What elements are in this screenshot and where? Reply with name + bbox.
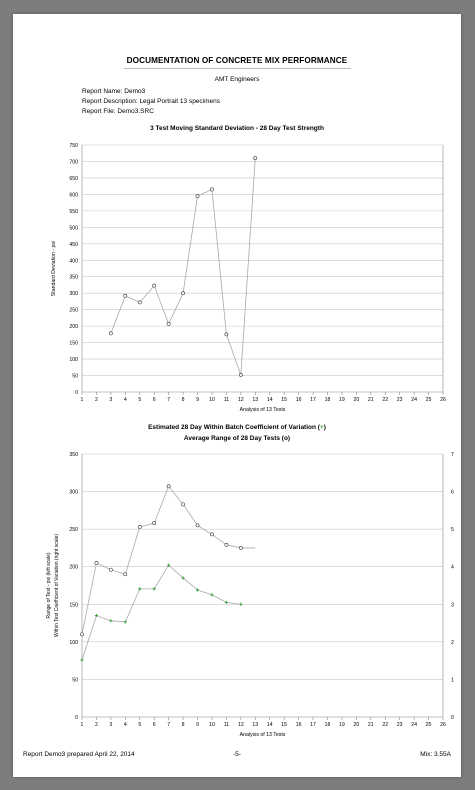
chart1-xtick-label: 10 [209, 397, 215, 403]
chart2-cov-point [138, 587, 141, 590]
chart2-y-axis-label: Range of Test - psi (left scale) [46, 552, 52, 619]
chart1-ytick-label: 100 [69, 357, 78, 364]
chart1-xtick-label: 1 [80, 397, 84, 403]
chart2-title-suffix: ) [323, 424, 326, 431]
chart2-range-point [109, 568, 112, 571]
chart1-ytick-label: 300 [69, 291, 78, 298]
chart2-xtick-label: 9 [196, 722, 199, 728]
chart2-y2tick-label: 5 [451, 527, 454, 534]
chart1-ytick-label: 700 [69, 159, 78, 166]
chart1-ytick-label: 400 [69, 258, 78, 265]
chart2-range-point [95, 561, 98, 564]
document-title: DOCUMENTATION OF CONCRETE MIX PERFORMANCE [126, 56, 348, 65]
chart1-xtick-label: 17 [310, 397, 316, 403]
chart1-xtick-label: 20 [353, 397, 360, 403]
chart1-xtick-label: 2 [94, 397, 98, 403]
chart1-ytick-label: 250 [69, 307, 78, 314]
chart1-xtick-label: 9 [196, 397, 199, 403]
chart1-ytick-label: 450 [69, 241, 78, 248]
chart2-ytick-label: 200 [69, 564, 78, 571]
footer-left: Report Demo3 prepared April 22, 2014 [23, 751, 135, 758]
chart1-ytick-label: 600 [69, 192, 78, 199]
chart2-xtick-label: 24 [411, 722, 418, 728]
chart2-xtick-label: 23 [396, 722, 403, 728]
chart2-range-point [210, 533, 213, 536]
chart2-range-point [181, 503, 184, 506]
chart2-cov-point [109, 619, 112, 622]
chart2-xtick-label: 8 [181, 722, 185, 728]
chart1-xtick-label: 6 [152, 397, 156, 403]
chart2-range-point [196, 524, 199, 527]
chart2-ytick-label: 250 [69, 527, 78, 534]
chart1-ytick-label: 50 [72, 373, 78, 380]
report-page [13, 14, 461, 777]
chart2-xtick-label: 25 [425, 722, 432, 728]
chart2-range-point [153, 522, 156, 525]
chart2-ytick-label: 300 [69, 489, 78, 496]
chart2-ytick-label: 50 [72, 677, 78, 684]
chart1-xtick-label: 7 [167, 397, 171, 403]
chart1-ytick-label: 0 [75, 390, 78, 396]
chart1-ytick-label: 150 [69, 340, 78, 347]
report-name: Report Name: Demo3 [82, 88, 146, 95]
company-name: AMT Engineers [214, 76, 260, 83]
chart2-xtick-label: 14 [266, 722, 273, 728]
chart1-xtick-label: 3 [109, 397, 113, 403]
chart1-xtick-label: 25 [425, 397, 432, 403]
chart2-subtitle: Average Range of 28 Day Tests (o) [183, 435, 291, 442]
chart2-ytick-label: 150 [69, 602, 78, 609]
chart1-xtick-label: 16 [295, 397, 302, 403]
footer-page-number: -5- [233, 751, 241, 758]
chart2-range-point [225, 543, 228, 546]
chart2-ytick-label: 350 [69, 452, 78, 458]
chart2-range-point [138, 525, 141, 528]
chart2-y2tick-label: 1 [451, 677, 454, 684]
chart1-ytick-label: 500 [69, 225, 78, 232]
chart2-y2tick-label: 7 [451, 452, 454, 458]
chart1-xtick-label: 21 [367, 397, 374, 403]
footer-right: Mix: 3.55A [420, 751, 451, 758]
chart2-range-point [80, 633, 83, 636]
chart1-y-axis-label: Standard Deviation - psi [51, 240, 57, 297]
chart2-xtick-label: 10 [209, 722, 215, 728]
chart2-xtick-label: 15 [281, 722, 288, 728]
chart1-xtick-label: 19 [339, 397, 345, 403]
chart2-cov-point [95, 614, 98, 617]
chart1-xtick-label: 5 [138, 397, 142, 403]
chart2-cov-point [124, 620, 127, 623]
report-file: Report File: Demo3.SRC [82, 108, 154, 115]
chart2-xtick-label: 2 [94, 722, 98, 728]
chart2-xtick-label: 3 [109, 722, 113, 728]
chart2-xtick-label: 26 [440, 722, 446, 728]
chart2-y2tick-label: 2 [451, 639, 454, 646]
chart2-cov-line [82, 565, 241, 660]
chart1-xtick-label: 14 [266, 397, 273, 403]
chart2-range-line [82, 486, 255, 634]
chart2-xtick-label: 17 [310, 722, 316, 728]
chart1-ytick-label: 350 [69, 274, 78, 281]
chart2-ytick-label: 0 [75, 715, 78, 721]
chart1-xtick-label: 15 [281, 397, 288, 403]
report-description: Report Description: Legal Portrait 13 specimens [82, 98, 221, 105]
chart2-xtick-label: 6 [152, 722, 156, 728]
chart2-xtick-label: 7 [167, 722, 171, 728]
chart2-cov-point [210, 593, 213, 596]
chart2-range-point [167, 485, 170, 488]
chart2-ytick-label: 100 [69, 639, 78, 646]
chart2-title-marker: + [319, 424, 324, 431]
chart1-xtick-label: 11 [223, 397, 230, 403]
chart1-xtick-label: 12 [237, 397, 244, 403]
chart1-xtick-label: 22 [382, 397, 389, 403]
chart2-xtick-label: 20 [353, 722, 360, 728]
chart2-y2tick-label: 4 [451, 564, 454, 571]
chart1-ytick-label: 750 [69, 143, 78, 149]
chart2-xtick-label: 11 [223, 722, 230, 728]
chart1-ytick-label: 650 [69, 175, 78, 182]
chart2-xtick-label: 22 [382, 722, 389, 728]
chart2-xtick-label: 18 [324, 722, 331, 728]
chart2-cov-point [239, 603, 242, 606]
chart2-xtick-label: 21 [367, 722, 374, 728]
chart2-y2tick-label: 0 [451, 715, 454, 721]
chart2-xtick-label: 19 [339, 722, 345, 728]
chart2-xtick-label: 16 [295, 722, 302, 728]
chart1-xtick-label: 24 [411, 397, 418, 403]
chart2-title-prefix: Estimated 28 Day Within Batch Coefficient of Variation ( [148, 424, 320, 431]
chart2-cov-point [80, 658, 83, 661]
chart1-xtick-label: 8 [181, 397, 185, 403]
chart2-range-point [239, 546, 242, 549]
chart1-x-axis-label: Analysis of 13 Tests [239, 407, 286, 413]
chart2-xtick-label: 5 [138, 722, 142, 728]
coefficient-range-chart [13, 14, 461, 777]
chart2-xtick-label: 12 [237, 722, 244, 728]
chart2-range-point [124, 573, 127, 576]
chart2-xtick-label: 13 [252, 722, 259, 728]
chart1-xtick-label: 26 [440, 397, 446, 403]
chart2-y2tick-label: 6 [451, 489, 454, 496]
chart1-xtick-label: 23 [396, 397, 403, 403]
chart2-xtick-label: 1 [80, 722, 84, 728]
chart1-xtick-label: 13 [252, 397, 259, 403]
chart1-ytick-label: 200 [69, 324, 78, 331]
chart1-xtick-label: 4 [123, 397, 127, 403]
chart2-cov-point [225, 601, 228, 604]
chart2-y2tick-label: 3 [451, 602, 454, 609]
chart2-y2-axis-label: Within Test Coefficient of Variation (right scale) [54, 533, 60, 638]
chart2-xtick-label: 4 [123, 722, 127, 728]
chart1-ytick-label: 550 [69, 208, 78, 215]
chart1-title: 3 Test Moving Standard Deviation - 28 Day Test Strength [150, 125, 324, 132]
chart1-xtick-label: 18 [324, 397, 331, 403]
chart2-x-axis-label: Analysis of 13 Tests [239, 732, 286, 738]
